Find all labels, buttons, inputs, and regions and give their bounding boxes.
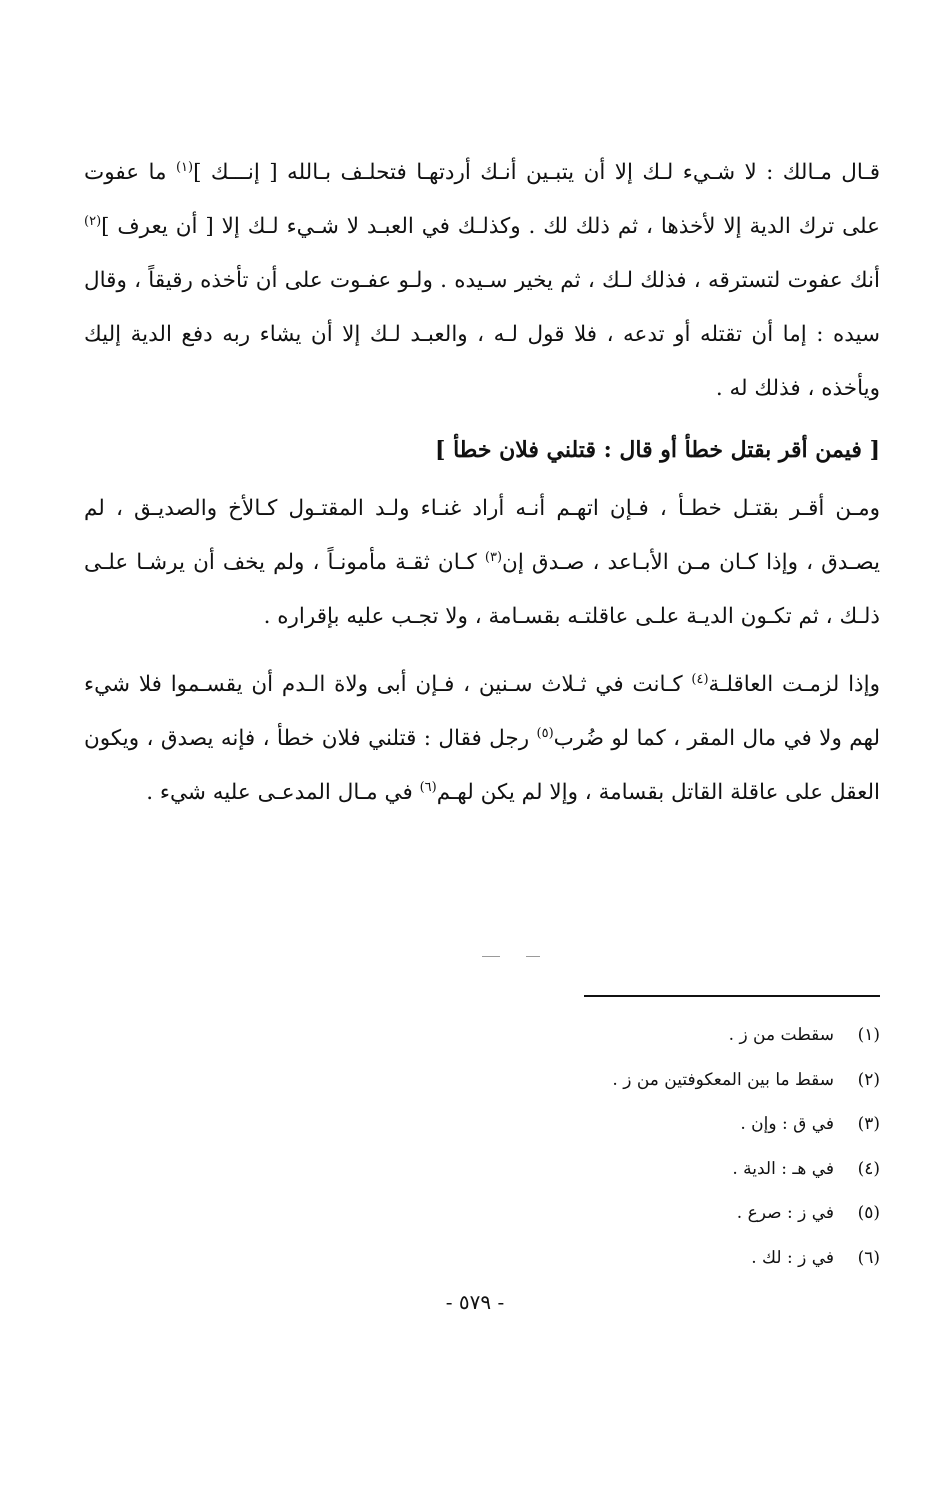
footnote-number: (٤) (857, 1158, 880, 1179)
footnote-reference: (٤) (691, 671, 709, 687)
footnote (520, 1013, 880, 1058)
paragraph-3 (84, 658, 880, 820)
footnote-reference: (٦) (419, 779, 437, 795)
paragraph-text: ومـن أقـر بقتـل خطـأ ، فـإن اتهـم أنـه أراد غنـاء ولـد المقتـول كـالأخ والصديـق ، لم يصـدق ، وإذا كـان مـن الأبـاعد ، صـدق إن (84, 496, 880, 575)
paragraph-text: قـال مـالك : لا شـيء لـك إلا أن يتبـين أنـك أردتهـا فتحلـف بـالله [ إنـــك ] (193, 160, 880, 185)
footnote-number: (٥) (857, 1203, 880, 1223)
paragraph-2 (84, 482, 880, 644)
footnote-text: في هـ : الدية . (732, 1158, 834, 1179)
paragraph-text: رجل فقال : قتلني فلان خطأ ، فإنه يصدق ، ويكون العقل على عاقلة القاتل بقسامة ، وإلا لم يكن لهـم (84, 726, 880, 805)
footnote-number: (٣) (857, 1114, 880, 1134)
footnote-text: سقطت من ز . (728, 1025, 834, 1045)
page-number: - ٥٧٩ - (445, 1290, 505, 1314)
paragraph-text: أنك عفوت لتسترقه ، فذلك لـك ، ثم يخير سـيده . ولـو عفـوت على أن تأخذه رقيقاً ، وقال سيده : إما أن تقتله أو تدعه ، فلا قول لـه ، والعبـد لـك إلا أن يشاء ربه دفع الدية إليك ويأخذه ، فذلك له . (84, 268, 880, 401)
paragraph-text: كـان ثقـة مأمونـاً ، ولم يخف أن يرشـا علـى ذلـك ، ثم تكـون الديـة علـى عاقلتـه بقسـامة ، ولا تجـب عليه بإقراره . (84, 550, 880, 629)
footnote-reference: (١) (175, 159, 194, 175)
footnote-text: سقط ما بين المعكوفتين من ز . (612, 1069, 834, 1090)
paragraph-text: كـانت في ثـلاث سـنين ، فـإن أبى ولاة الـدم أن يقسـموا فلا شيء لهم ولا في مال المقر ، كما لو ضُرب (84, 672, 880, 751)
footnote-reference: (٥) (536, 725, 554, 741)
main-text (84, 146, 880, 820)
paragraph-1 (84, 146, 880, 416)
footnote-text: في ز : لك . (751, 1247, 834, 1268)
section-heading: [ فيمن أقر بقتل خطأ أو قال : قتلني فلان خطأ ] (435, 437, 880, 463)
paragraph-text: وإذا لزمـت العاقلـة (708, 672, 880, 697)
footnote-number: (١) (857, 1025, 880, 1045)
footnote (520, 1147, 880, 1192)
paragraph-text: في مـال المدعـى عليه شيء . (146, 780, 420, 805)
footnote (520, 1191, 880, 1236)
footnotes (520, 1013, 880, 1280)
footnote-reference: (٣) (484, 549, 503, 565)
paragraph-text: ما عفوت على ترك الدية إلا لأخذها ، ثم ذلك لك . وكذلـك في العبـد لا شـيء لـك إلا [ أن يعرف ] (84, 160, 880, 239)
footnote (520, 1102, 880, 1147)
footnote (520, 1236, 880, 1281)
footnote (520, 1058, 880, 1103)
footnote-text: في ق : وإن . (740, 1114, 834, 1134)
footnote-separator (584, 995, 880, 997)
footnote-number: (٢) (857, 1069, 880, 1090)
footnote-text: في ز : صرع . (736, 1203, 834, 1223)
footnote-reference: (٢) (84, 213, 102, 229)
faint-dash-marks (478, 952, 548, 962)
footnote-number: (٦) (857, 1247, 880, 1268)
